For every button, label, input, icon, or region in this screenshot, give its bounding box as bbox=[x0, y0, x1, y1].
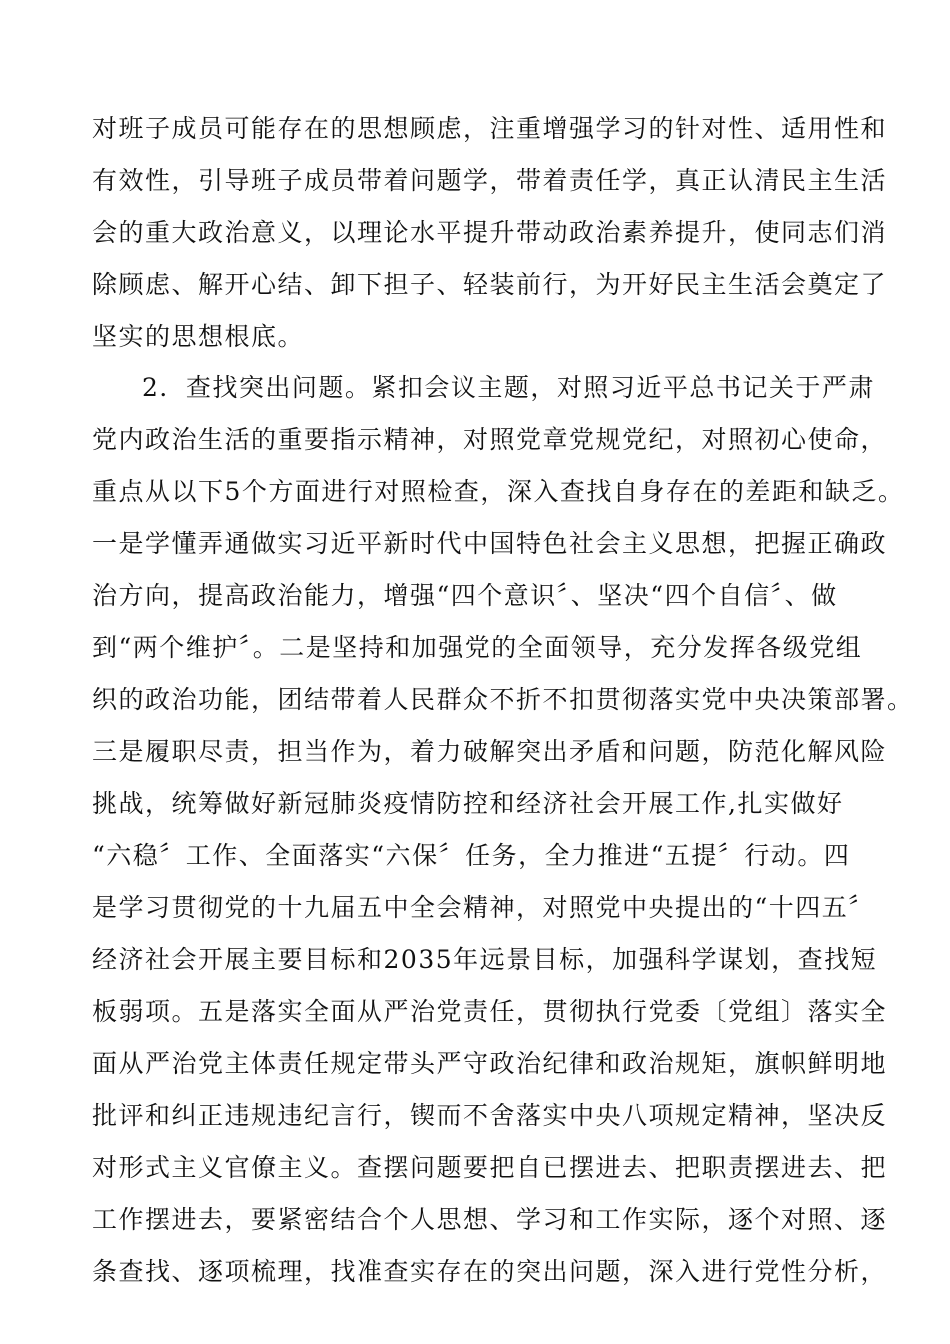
text-line: 一是学懂弄通做实习近平新时代中国特色社会主义思想，把握正确政 bbox=[92, 529, 888, 558]
text-line: 会的重大政治意义，以理论水平提升带动政治素养提升，使同志们消 bbox=[92, 218, 888, 247]
text-line: 板弱项。五是落实全面从严治党责任，贯彻执行党委〔党组〕落实全 bbox=[92, 997, 888, 1026]
text-line: 对班子成员可能存在的思想顾虑，注重增强学习的针对性、适用性和 bbox=[92, 114, 888, 143]
text-line: 挑战，统筹做好新冠肺炎疫情防控和经济社会开展工作,扎实做好 bbox=[92, 789, 844, 818]
text-line: 工作摆进去，要紧密结合个人思想、学习和工作实际，逐个对照、逐 bbox=[92, 1205, 888, 1234]
text-line: 是学习贯彻党的十九届五中全会精神，对照党中央提出的“十四五〞 bbox=[92, 893, 875, 922]
text-line: 织的政治功能，团结带着人民群众不折不扣贯彻落实党中央决策部署。 bbox=[92, 685, 914, 714]
text-line: 三是履职尽责，担当作为，着力破解突出矛盾和问题，防范化解风险 bbox=[92, 737, 888, 766]
text-line: 党内政治生活的重要指示精神，对照党章党规党纪，对照初心使命， bbox=[92, 425, 888, 454]
text-line: 条查找、逐项梳理，找准查实存在的突出问题，深入进行党性分析， bbox=[92, 1257, 888, 1286]
section-heading-line: 2．查找突出问题。紧扣会议主题，对照习近平总书记关于严肃 bbox=[142, 373, 875, 402]
text-line: 到“两个维护〞。二是坚持和加强党的全面领导，充分发挥各级党组 bbox=[92, 633, 863, 662]
text-line: 对形式主义官僚主义。查摆问题要把自已摆进去、把职责摆进去、把 bbox=[92, 1153, 888, 1182]
text-line: 批评和纠正违规违纪言行，锲而不舍落实中央八项规定精神，坚决反 bbox=[92, 1101, 888, 1130]
text-line: 除顾虑、解开心结、卸下担子、轻装前行，为开好民主生活会奠定了 bbox=[92, 270, 888, 299]
text-line: 治方向，提高政治能力，增强“四个意识〞、坚决“四个自信〞、做 bbox=[92, 581, 838, 610]
text-line: 面从严治党主体责任规定带头严守政治纪律和政治规矩，旗帜鲜明地 bbox=[92, 1049, 888, 1078]
text-line: 经济社会开展主要目标和2035年远景目标，加强科学谋划，查找短 bbox=[92, 945, 878, 974]
text-line: 重点从以下5个方面进行对照检查，深入查找自身存在的差距和缺乏。 bbox=[92, 477, 905, 506]
text-line: 坚实的思想根底。 bbox=[92, 322, 305, 351]
text-line: 有效性，引导班子成员带着问题学，带着责任学，真正认清民主生活 bbox=[92, 166, 888, 195]
text-line: “六稳〞工作、全面落实“六保〞任务，全力推进“五提〞行动。四 bbox=[92, 841, 851, 870]
